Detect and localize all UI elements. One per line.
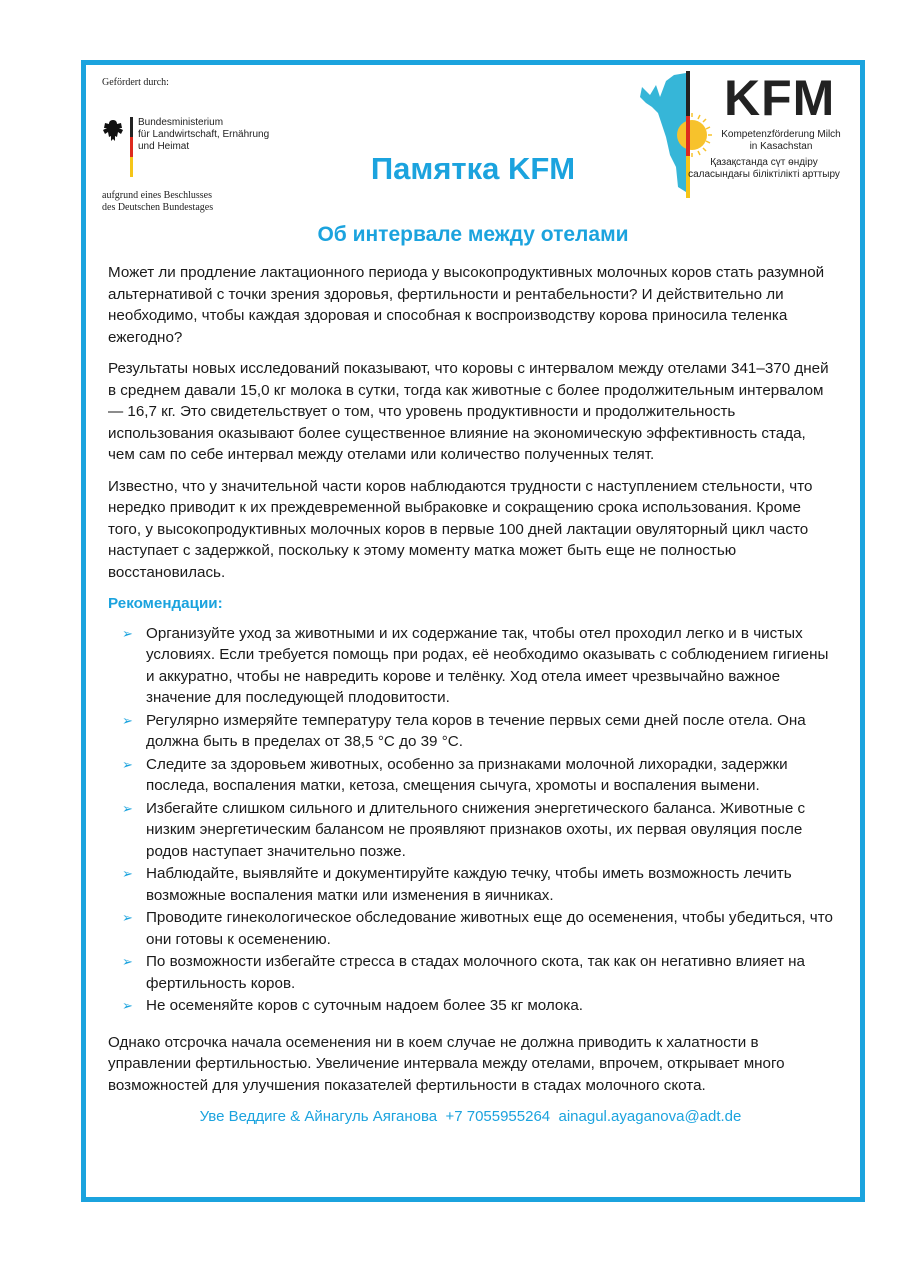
paragraph: Известно, что у значительной части коров наблюдаются трудности с наступлением стельности, что нередко приводит к их преждевременной выбраковке и сокращению срока использования. Кроме того, у высокопродуктивных молочных коров в первые 100 дней лактации овуляторный цикл часто наступает с задержкой, поскольку к этому моменту матка может быть еще не полностью восстановилась. — [108, 477, 813, 581]
list-item-text: Регулярно измеряйте температуру тела коров в течение первых семи дней после отела. Она должна быть в пределах от 38,5 °C до 39 °C. — [146, 711, 806, 750]
federal-eagle-icon — [102, 119, 124, 143]
list-item-text: Организуйте уход за животными и их содержание так, чтобы отел проходил легко и в чистых условиях. Если требуется помощь при родах, её необходимо оказывать с соблюдением гигиены и аккуратно, чтобы не навредить корове и телёнку. Ход отела имеет чрезвычайно важное значение для последующей плодовитости. — [146, 624, 829, 706]
page-subtitle: Об интервале между отелами — [317, 223, 629, 246]
email-link[interactable]: ainagul.ayaganova@adt.de — [558, 1108, 742, 1125]
ministry-line: Bundesministerium — [138, 117, 224, 128]
list-item — [108, 798, 833, 863]
ministry-line: für Landwirtschaft, Ernährung — [138, 129, 270, 140]
resolution-line: des Deutschen Bundestages — [102, 202, 214, 213]
resolution-text — [102, 190, 213, 214]
ministry-name — [138, 117, 269, 153]
ministry-line: und Heimat — [138, 141, 190, 152]
arrow-bullet-icon: ➢ — [122, 800, 133, 816]
list-item-text: Избегайте слишком сильного и длительного снижения энергетического баланса. Животные с низким энергетическим балансом не проявляют признаков охоты, их первая овуляция после родов наступает значительно позже. — [146, 799, 806, 860]
paragraph: Результаты новых исследований показывают, что коровы с интервалом между отелами 341–370 дней в среднем давали 15,0 кг молока в сутки, тогда как животные с более продолжительным интервалом — 16,7 кг. Это свидетельствует о том, что уровень продуктивности и продолжительность использования оказывают более существенное влияние на экономическую эффективность стада, чем сам по себе интервал между отелами или количество полученных телят. — [108, 360, 829, 463]
arrow-bullet-icon: ➢ — [122, 954, 133, 969]
list-item-text: Следите за здоровьем животных, особенно за признаками молочной лихорадки, задержки последа, воспаления матки, кетоза, смещения сычуга, хромоты и воспаления вымени. — [146, 755, 788, 794]
paragraph: Может ли продление лактационного периода у высокопродуктивных молочных коров стать разумной альтернативой с точки зрения здоровья, фертильности и рентабельности? И действительно ли необходимо, чтобы каждая здоровая и способная к воспроизводству корова приносила теленка ежегодно? — [108, 264, 825, 346]
kfm-line: Kompetenzförderung Milch — [721, 129, 841, 140]
list-item-text: По возможности избегайте стресса в стадах молочного скота, так как он негативно влияет на фертильность коров. — [146, 953, 805, 992]
document-frame — [81, 60, 865, 1202]
list-item — [108, 710, 833, 753]
kfm-german-name — [711, 129, 851, 153]
arrow-bullet-icon: ➢ — [122, 866, 133, 881]
recommendations-list — [108, 623, 833, 1017]
arrow-bullet-icon: ➢ — [122, 998, 133, 1013]
arrow-bullet-icon: ➢ — [122, 756, 133, 772]
arrow-bullet-icon: ➢ — [122, 712, 133, 728]
funder-label: Gefördert durch: — [102, 77, 169, 88]
list-item-text: Не осеменяйте коров с суточным надоем более 35 кг молока. — [146, 997, 584, 1014]
list-item — [108, 863, 833, 906]
resolution-line: aufgrund eines Beschlusses — [102, 190, 212, 201]
contact-footer — [108, 1106, 833, 1128]
list-item — [108, 951, 833, 994]
list-item — [108, 907, 833, 950]
list-item-text: Наблюдайте, выявляйте и документируйте каждую течку, чтобы иметь возможность лечить возможные воспаления матки или изменения в яичниках. — [146, 865, 792, 904]
phone-number: +7 7055955264 — [445, 1108, 551, 1125]
kfm-line: in Kasachstan — [749, 141, 813, 152]
kfm-line: саласындағы біліктілікті арттыру — [688, 169, 840, 180]
closing-paragraph: Однако отсрочка начала осеменения ни в коем случае не должна приводить к халатности в управлении фертильностью. Увеличение интервала между отелами, впрочем, открывает много возможностей для улучшения показателей фертильности в стадах молочного скота. — [108, 1033, 785, 1094]
funder-block — [102, 77, 302, 213]
list-item — [108, 995, 833, 1017]
recommendations-heading: Рекомендации: — [108, 595, 223, 612]
kfm-acronym: KFM — [724, 70, 836, 126]
arrow-bullet-icon: ➢ — [122, 625, 133, 641]
kfm-line: Қазақстанда сүт өндіру — [710, 157, 818, 168]
arrow-bullet-icon: ➢ — [122, 910, 133, 925]
list-item — [108, 754, 833, 797]
page-title: Памятка KFM — [370, 151, 576, 186]
document-body — [108, 262, 833, 1128]
authors: Уве Веддиге & Айнагуль Аяганова — [199, 1108, 438, 1125]
list-item — [108, 623, 833, 709]
list-item-text: Проводите гинекологическое обследование животных еще до осеменения, чтобы убедиться, что они готовы к осеменению. — [146, 909, 833, 948]
